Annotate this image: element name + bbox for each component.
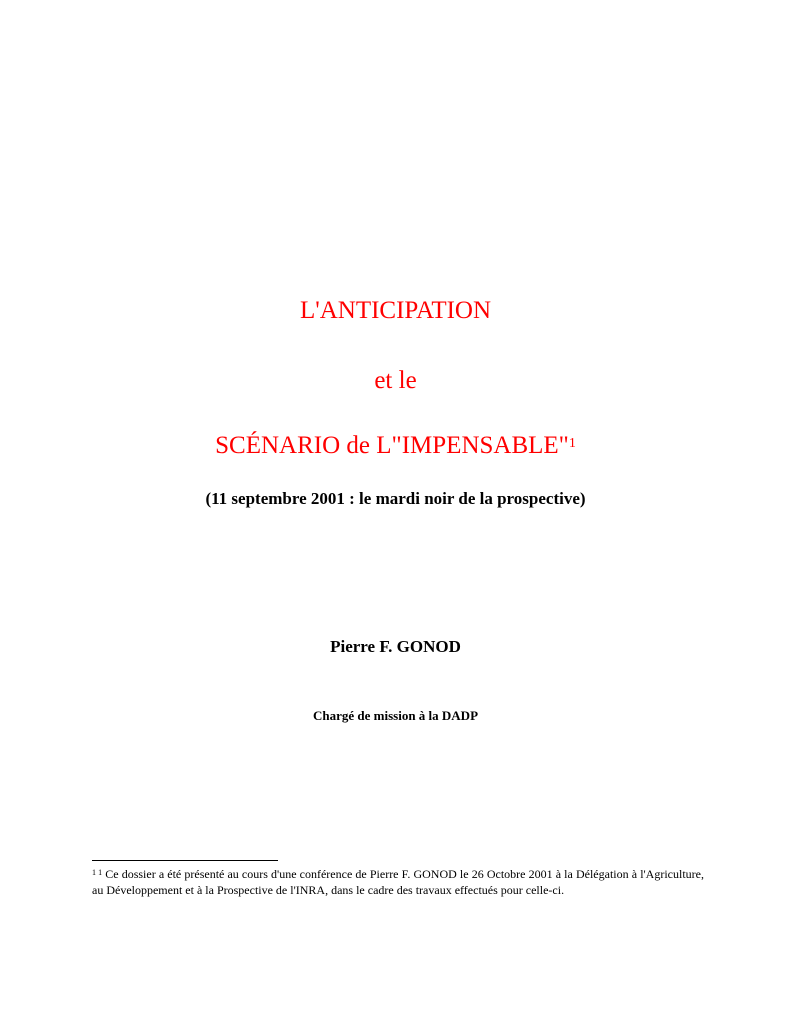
title-text-2: et le <box>374 367 417 394</box>
footnote <box>92 866 704 898</box>
author-role: Chargé de mission à la DADP <box>312 708 479 723</box>
footnote-text-line-2: l'Agriculture, au Développement et à la Prospective de l'INRA, dans le cadre des travaux effectués pour celle-ci. <box>92 867 704 897</box>
title-text-1: L'ANTICIPATION <box>299 297 492 324</box>
title-text-3: SCÉNARIO de L"IMPENSABLE" <box>215 432 569 459</box>
author-name: Pierre F. GONOD <box>330 637 461 656</box>
footnote-separator <box>92 860 278 861</box>
title-line-2 <box>0 366 791 396</box>
footnote-marker: 1 1 <box>92 868 103 877</box>
title-footnote-marker[interactable]: 1 <box>568 436 576 451</box>
title-line-3 <box>0 431 791 461</box>
title-line-1 <box>0 296 791 326</box>
subtitle: (11 septembre 2001 : le mardi noir de la prospective) <box>205 489 586 508</box>
footnote-text-line-1: Ce dossier a été présenté au cours d'une conférence de Pierre F. GONOD le 26 Octobre 2001 à la Délégation à <box>105 867 638 881</box>
